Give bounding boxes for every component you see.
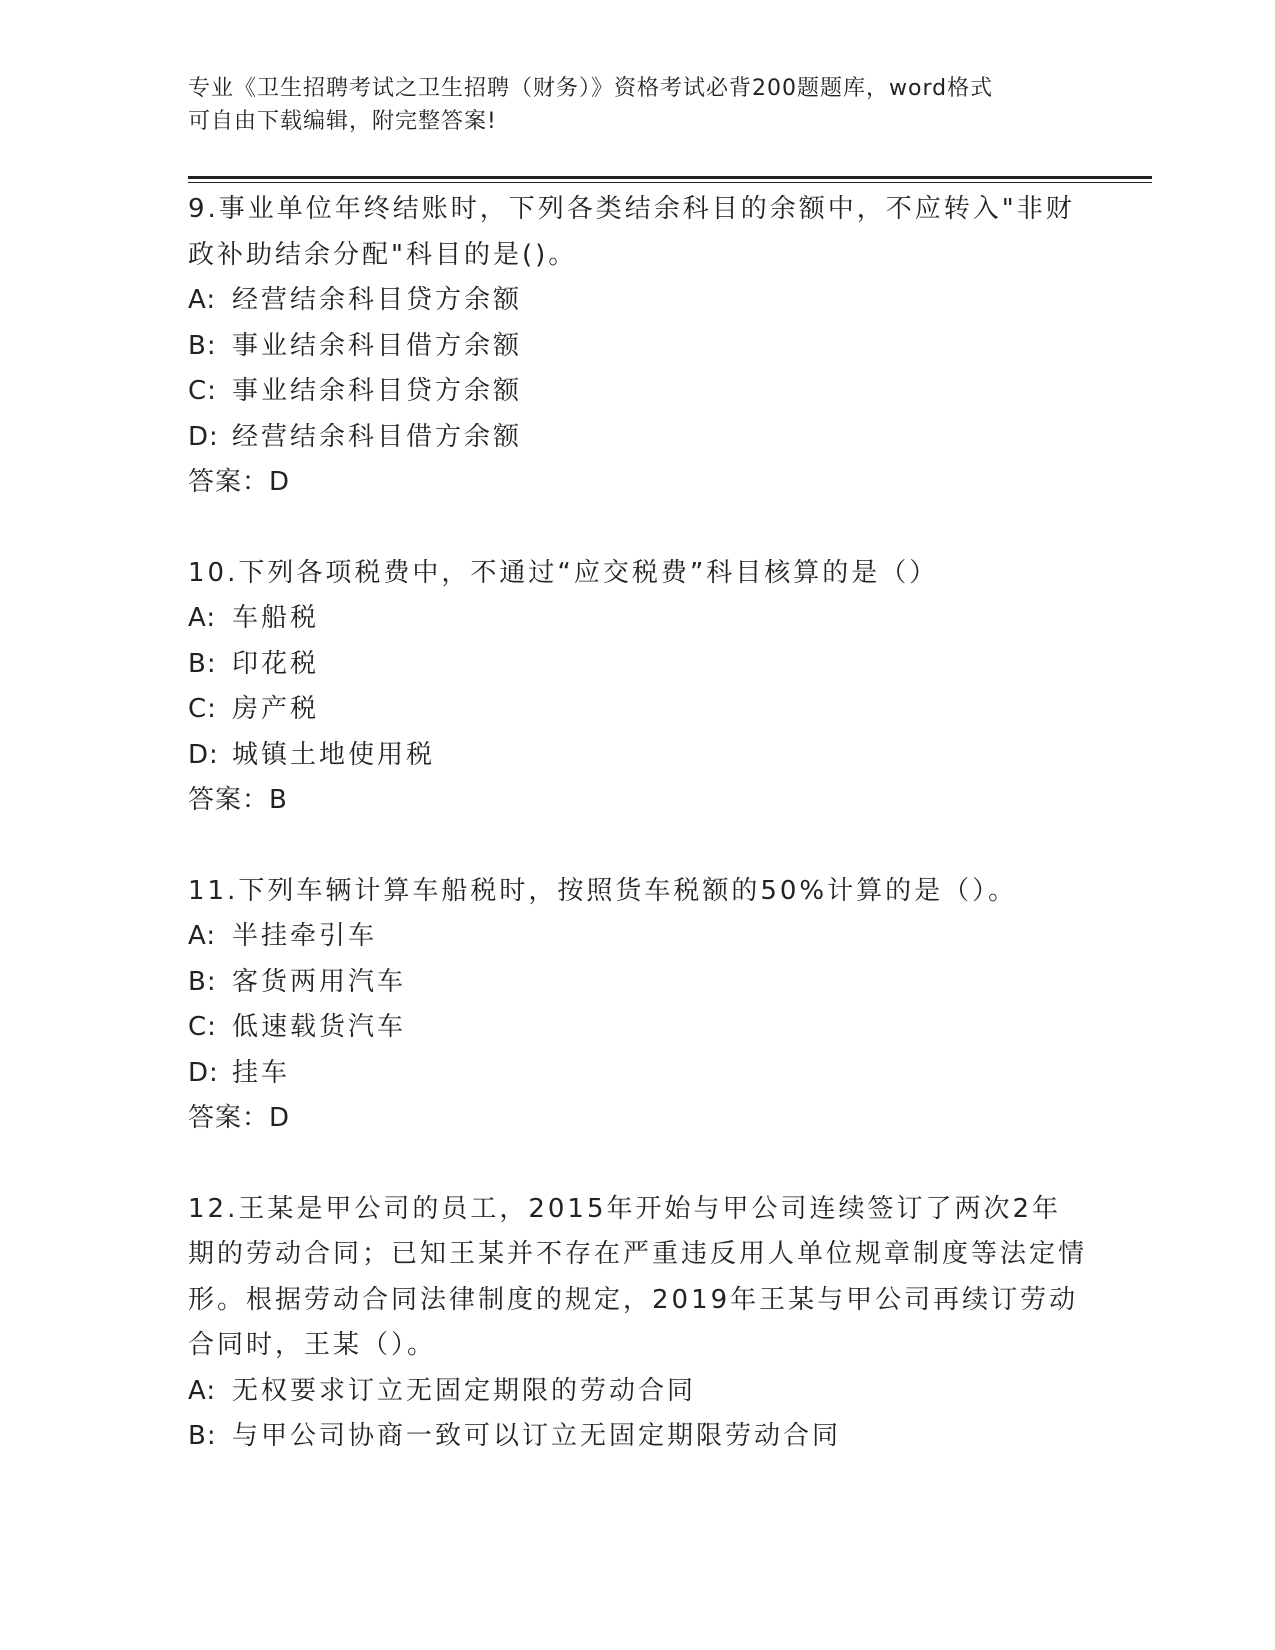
header-title-line-1: 专业《卫生招聘考试之卫生招聘（财务）》资格考试必背200题题库，word格式 xyxy=(188,76,994,101)
option-text: 事业结余科目借方余额 xyxy=(232,330,523,361)
option-text: 印花税 xyxy=(232,648,320,679)
option-row xyxy=(188,415,1088,461)
option-text: 客货两用汽车 xyxy=(232,966,407,997)
option-text: 事业结余科目贷方余额 xyxy=(232,376,523,406)
option-text: 挂车 xyxy=(232,1057,291,1088)
option-text: 低速载货汽车 xyxy=(232,1012,407,1042)
option-text: 与甲公司协商一致可以订立无固定期限劳动合同 xyxy=(232,1421,842,1451)
option-row xyxy=(188,733,1088,779)
option-letter: A: xyxy=(188,603,217,633)
document-header xyxy=(188,72,1068,138)
option-row xyxy=(188,324,1088,370)
answer-line: 答案：D xyxy=(188,1103,291,1133)
option-text: 房产税 xyxy=(232,694,320,724)
header-divider-thin xyxy=(188,182,1152,183)
option-letter: C: xyxy=(188,694,217,724)
question-text: 12.王某是甲公司的员工，2015年开始与甲公司连续签订了两次2年期的劳动合同；已知王某并不存在严重违反用人单位规章制度等法定情形。根据劳动合同法律制度的规定，2019年王某与甲公司再续订劳动合同时，王某（）。 xyxy=(188,1193,1088,1360)
question-item xyxy=(188,551,1088,824)
option-letter: B: xyxy=(188,1421,217,1451)
answer-line: 答案：B xyxy=(188,785,288,815)
question-text: 9.事业单位年终结账时，下列各类结余科目的余额中，不应转入"非财政补助结余分配"科目的是()。 xyxy=(188,194,1075,270)
question-text: 10.下列各项税费中，不通过“应交税费”科目核算的是（） xyxy=(188,557,939,588)
question-list xyxy=(188,187,1088,1505)
option-row xyxy=(188,687,1088,733)
option-letter: D: xyxy=(188,739,219,770)
option-letter: B: xyxy=(188,966,217,997)
option-text: 无权要求订立无固定期限的劳动合同 xyxy=(232,1375,697,1406)
option-letter: C: xyxy=(188,376,217,406)
header-title-line-2: 可自由下载编辑，附完整答案! xyxy=(188,109,497,134)
option-row xyxy=(188,596,1088,642)
option-row xyxy=(188,914,1088,960)
option-row xyxy=(188,1414,1088,1460)
option-row xyxy=(188,1051,1088,1097)
option-text: 经营结余科目借方余额 xyxy=(232,421,523,452)
option-row xyxy=(188,278,1088,324)
option-letter: A: xyxy=(188,285,217,315)
option-row xyxy=(188,1005,1088,1051)
option-letter: A: xyxy=(188,1375,217,1406)
header-divider-thick xyxy=(188,176,1152,179)
option-row xyxy=(188,369,1088,415)
question-item xyxy=(188,869,1088,1142)
option-letter: A: xyxy=(188,921,217,951)
question-item xyxy=(188,187,1088,506)
option-row xyxy=(188,1369,1088,1415)
answer-line: 答案：D xyxy=(188,467,291,497)
option-letter: B: xyxy=(188,330,217,361)
option-text: 半挂牵引车 xyxy=(232,921,378,951)
option-letter: B: xyxy=(188,648,217,679)
option-row xyxy=(188,960,1088,1006)
option-letter: D: xyxy=(188,421,219,452)
option-letter: D: xyxy=(188,1057,219,1088)
option-text: 城镇土地使用税 xyxy=(232,739,436,770)
option-letter: C: xyxy=(188,1012,217,1042)
option-text: 车船税 xyxy=(232,603,320,633)
question-item xyxy=(188,1187,1088,1460)
option-row xyxy=(188,642,1088,688)
question-text: 11.下列车辆计算车船税时，按照货车税额的50%计算的是（）。 xyxy=(188,875,1018,906)
option-text: 经营结余科目贷方余额 xyxy=(232,285,523,315)
